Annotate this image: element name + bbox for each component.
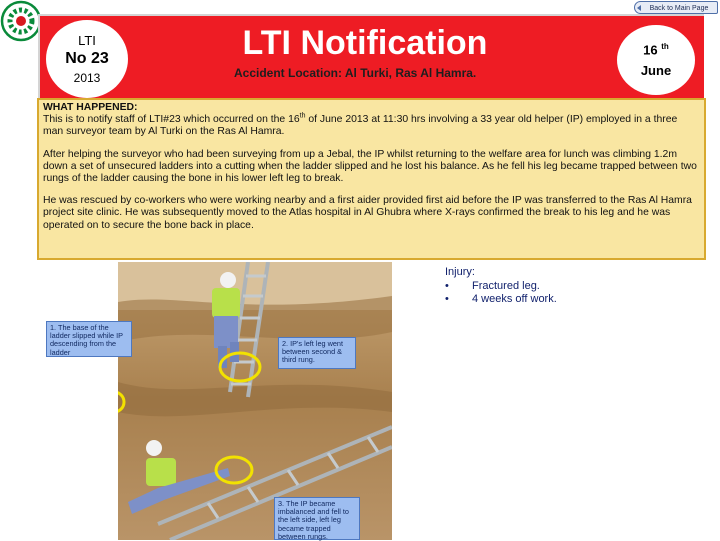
injury-item: • 4 weeks off work. (445, 293, 557, 305)
date-month: June (640, 63, 672, 78)
callout-ladder-slipped: 1. The base of the ladder slipped while IP descending from the ladder (46, 321, 132, 357)
injury-item: • Fractured leg. (445, 279, 540, 292)
bullet-icon: • (445, 293, 449, 305)
bullet-icon: • (445, 279, 449, 292)
injury-heading: Injury: (445, 266, 475, 278)
company-logo-icon (0, 0, 42, 42)
badge-lti-number: No 23 (65, 50, 109, 67)
badge-lti-label: LTI (78, 33, 96, 48)
page-title: LTI Notification (242, 24, 488, 62)
lti-number-badge (46, 20, 128, 98)
what-happened-paragraph-3: He was rescued by co-workers who were working nearby and a first aider provided first aid before the IP was transferred to the Ras Al Hamra project site clinic. He was subsequently moved to the Atlas hospital in Al Ghubra where X-rays confirmed the break to his leg and he was operated on to secure the bone back in place. (43, 195, 692, 231)
back-arrow-icon (637, 5, 641, 11)
what-happened-heading: WHAT HAPPENED: (43, 102, 138, 113)
what-happened-paragraph-1: This is to notify staff of LTI#23 which occurred on the 16th of June 2013 at 11:30 hrs involving a 33 year old helper (IP) employed in a three man surveyor team by Al Turki on the Ras Al Hamra. (43, 112, 678, 138)
badge-lti-year: 2013 (73, 71, 101, 85)
date-day: 16 $^{th}$ (643, 42, 669, 58)
callout-fell-left-side: 3. The IP became imbalanced and fell to the left side, left leg became trapped between rungs. (274, 497, 360, 540)
injury-summary (442, 266, 592, 307)
what-happened-panel (37, 98, 706, 260)
back-to-main-page-button[interactable] (634, 1, 718, 14)
back-button-label: Back to Main Page (649, 5, 709, 12)
callout-leg-between-rungs: 2. IP's left leg went between second & third rung. (278, 337, 356, 369)
date-badge (617, 25, 695, 95)
accident-location: Accident Location: Al Turki, Ras Al Hamra. (234, 66, 477, 80)
what-happened-paragraph-2: After helping the surveyor who had been surveying from up a Jebal, the IP whilst returning to the welfare area for lunch was climbing 1.2m down a set of unsecured ladders into a cutting when the ladder slipped and he lost his balance. As he fell his leg became trapped between two rungs of the ladder causing the bone in his lower left leg to break. (43, 148, 697, 185)
